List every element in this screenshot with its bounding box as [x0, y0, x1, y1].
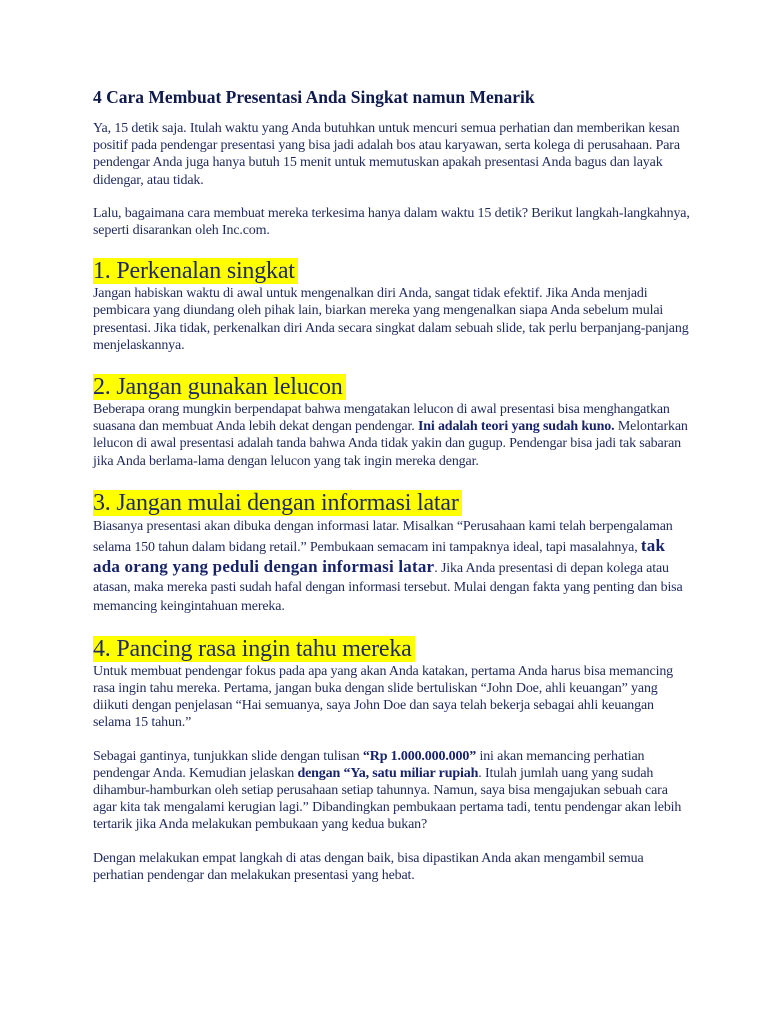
section-4-p2-b: ini akan memancing perhatian pendengar Anda. Kemudian jelaskan	[93, 748, 645, 781]
section-heading-1: 1. Perkenalan singkat	[93, 258, 298, 284]
section-3-text-a: Biasanya presentasi akan dibuka dengan informasi latar. Misalkan “Perusahaan kami telah berpengalaman selama 150 tahun dalam bidang retail.” Pembukaan semacam ini tampaknya ideal, tapi masalahnya,	[93, 518, 673, 555]
section-3-text	[93, 517, 693, 616]
section-heading-4: 4. Pancing rasa ingin tahu mereka	[93, 636, 415, 662]
intro-paragraph-2: Lalu, bagaimana cara membuat mereka terkesima hanya dalam waktu 15 detik? Berikut langkah-langkahnya, seperti disarankan oleh Inc.com.	[93, 205, 690, 239]
section-heading-2: 2. Jangan gunakan lelucon	[93, 374, 346, 400]
intro-paragraph-1: Ya, 15 detik saja. Itulah waktu yang Anda butuhkan untuk mencuri semua perhatian dan memberikan kesan positif pada pendengar presentasi yang bisa jadi adalah bos atau karyawan, serta kolega di perusahaan. Para pendengar Anda juga hanya butuh 15 menit untuk memutuskan apakah presentasi Anda bagus dan layak didengar, atau tidak.	[93, 121, 680, 188]
section-4-p2-a: Sebagai gantinya, tunjukkan slide dengan tulisan	[93, 748, 360, 764]
section-2-text	[93, 401, 693, 470]
section-4-text: Untuk membuat pendengar fokus pada apa yang akan Anda katakan, pertama Anda harus bisa memancing rasa ingin tahu mereka. Pertama, jangan buka dengan slide bertuliskan “John Doe, ahli keuangan” yang diikuti dengan penjelasan “Hai semuanya, saya John Doe dan saya telah bekerja sebagai ahli keuangan selama 15 tahun.”	[93, 663, 674, 731]
section-3-bold: tak ada orang yang peduli dengan informasi latar	[93, 535, 666, 576]
page-title: 4 Cara Membuat Presentasi Anda Singkat namun Menarik	[93, 87, 535, 107]
section-2-bold: Ini adalah teori yang sudah kuno.	[417, 419, 615, 435]
section-4-p2-bold-amount: “Rp 1.000.000.000”	[362, 748, 477, 764]
section-4-paragraph-2	[93, 748, 693, 834]
section-4-p2-bold-quote: dengan “Ya, satu miliar rupiah	[297, 765, 479, 781]
closing-paragraph: Dengan melakukan empat langkah di atas dengan baik, bisa dipastikan Anda akan mengambil semua perhatian pendengar dan melakukan presentasi yang hebat.	[93, 850, 644, 883]
section-4-p2-c: . Itulah jumlah uang yang sudah dihambur-hamburkan oleh setiap perusahaan setiap tahunnya. Namun, saya bisa mengajukan sebuah cara agar kita tak mengalami kerugian lagi.” Dibandingkan pembukaan pertama tadi, tentu pendengar akan lebih tertarik jika Anda melakukan pembukaan yang kedua bukan?	[93, 765, 682, 833]
section-heading-3: 3. Jangan mulai dengan informasi latar	[93, 490, 462, 516]
section-3-text-b: . Jika Anda presentasi di depan kolega atau atasan, maka mereka pasti sudah hafal dengan informasi tersebut. Mulai dengan fakta yang penting dan bisa memancing keingintahuan mereka.	[93, 560, 683, 614]
section-2-text-b: Melontarkan lelucon di awal presentasi adalah tanda bahwa Anda tidak yakin dan gugup. Pendengar bisa jadi tak sabaran jika Anda berlama-lama dengan lelucon yang tak ingin mereka dengar.	[93, 419, 688, 469]
section-1-text: Jangan habiskan waktu di awal untuk mengenalkan diri Anda, sangat tidak efektif. Jika Anda menjadi pembicara yang diundang oleh pihak lain, biarkan mereka yang mengenalkan siapa Anda sebelum mulai presentasi. Jika tidak, perkenalkan diri Anda secara singkat dalam sebuah slide, tak perlu berpanjang-panjang menjelaskannya.	[93, 286, 689, 353]
section-2-text-a: Beberapa orang mungkin berpendapat bahwa mengatakan lelucon di awal presentasi bisa menghangatkan suasana dan membuat Anda lebih dekat dengan pendengar.	[93, 402, 670, 435]
document-content	[93, 86, 693, 884]
